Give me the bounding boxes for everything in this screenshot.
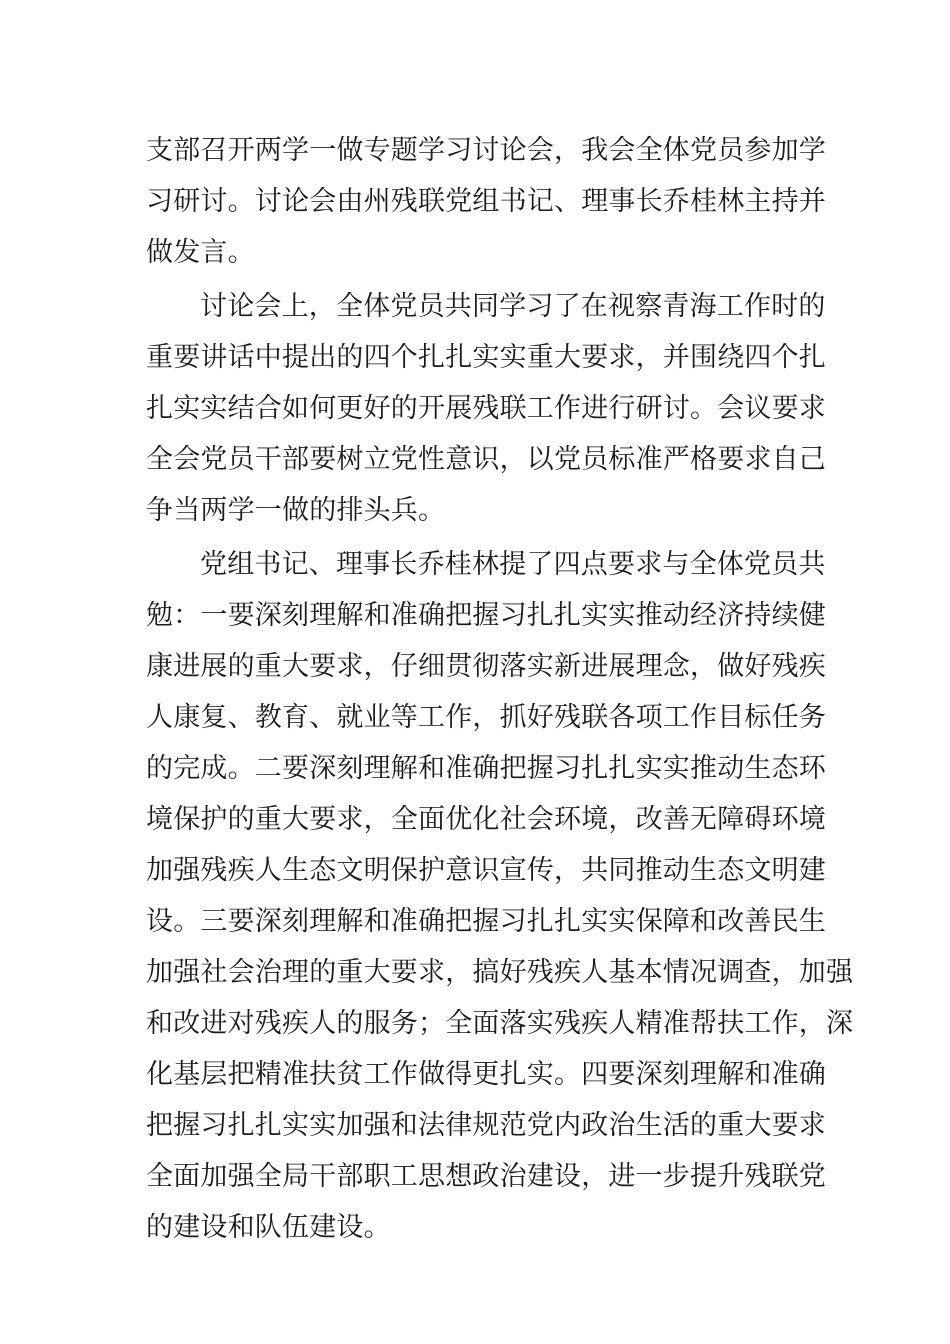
document-body	[146, 125, 854, 1256]
text-line: 党组书记、理事长乔桂林提了四点要求与全体党员共	[200, 549, 826, 580]
text-line: 把握习扎扎实实加强和法律规范党内政治生活的重大要求	[146, 1110, 826, 1141]
paragraph-1	[146, 125, 826, 278]
text-line: 人康复、教育、就业等工作，抓好残联各项工作目标任务	[146, 702, 826, 733]
text-line: 扎实实结合如何更好的开展残联工作进行研讨。会议要求	[146, 393, 826, 424]
text-line: 讨论会上，全体党员共同学习了在视察青海工作时的	[200, 291, 826, 322]
text-line: 加强社会治理的重大要求，搞好残疾人基本情况调查，加强	[146, 957, 854, 988]
text-line: 支部召开两学一做专题学习讨论会，我会全体党员参加学	[146, 135, 826, 166]
text-line: 勉：一要深刻理解和准确把握习扎扎实实推动经济持续健	[146, 600, 826, 631]
text-line: 和改进对残疾人的服务；全面落实残疾人精准帮扶工作，深	[146, 1008, 854, 1039]
text-line: 全面加强全局干部职工思想政治建设，进一步提升残联党	[146, 1161, 826, 1192]
text-line: 的建设和队伍建设。	[146, 1212, 391, 1243]
text-line: 设。三要深刻理解和准确把握习扎扎实实保障和改善民生	[146, 906, 826, 937]
paragraph-3	[146, 539, 854, 1253]
text-line: 做发言。	[146, 237, 255, 268]
text-line: 争当两学一做的排头兵。	[146, 495, 446, 526]
text-line: 境保护的重大要求，全面优化社会环境，改善无障碍环境	[146, 804, 826, 835]
text-line: 化基层把精准扶贫工作做得更扎实。四要深刻理解和准确	[146, 1059, 826, 1090]
text-line: 全会党员干部要树立党性意识，以党员标准严格要求自己	[146, 444, 826, 475]
text-line: 重要讲话中提出的四个扎扎实实重大要求，并围绕四个扎	[146, 342, 826, 373]
text-line: 康进展的重大要求，仔细贯彻落实新进展理念，做好残疾	[146, 651, 826, 682]
text-line: 习研讨。讨论会由州残联党组书记、理事长乔桂林主持并	[146, 186, 826, 217]
paragraph-2	[146, 281, 826, 536]
text-line: 的完成。二要深刻理解和准确把握习扎扎实实推动生态环	[146, 753, 826, 784]
text-line: 加强残疾人生态文明保护意识宣传，共同推动生态文明建	[146, 855, 826, 886]
